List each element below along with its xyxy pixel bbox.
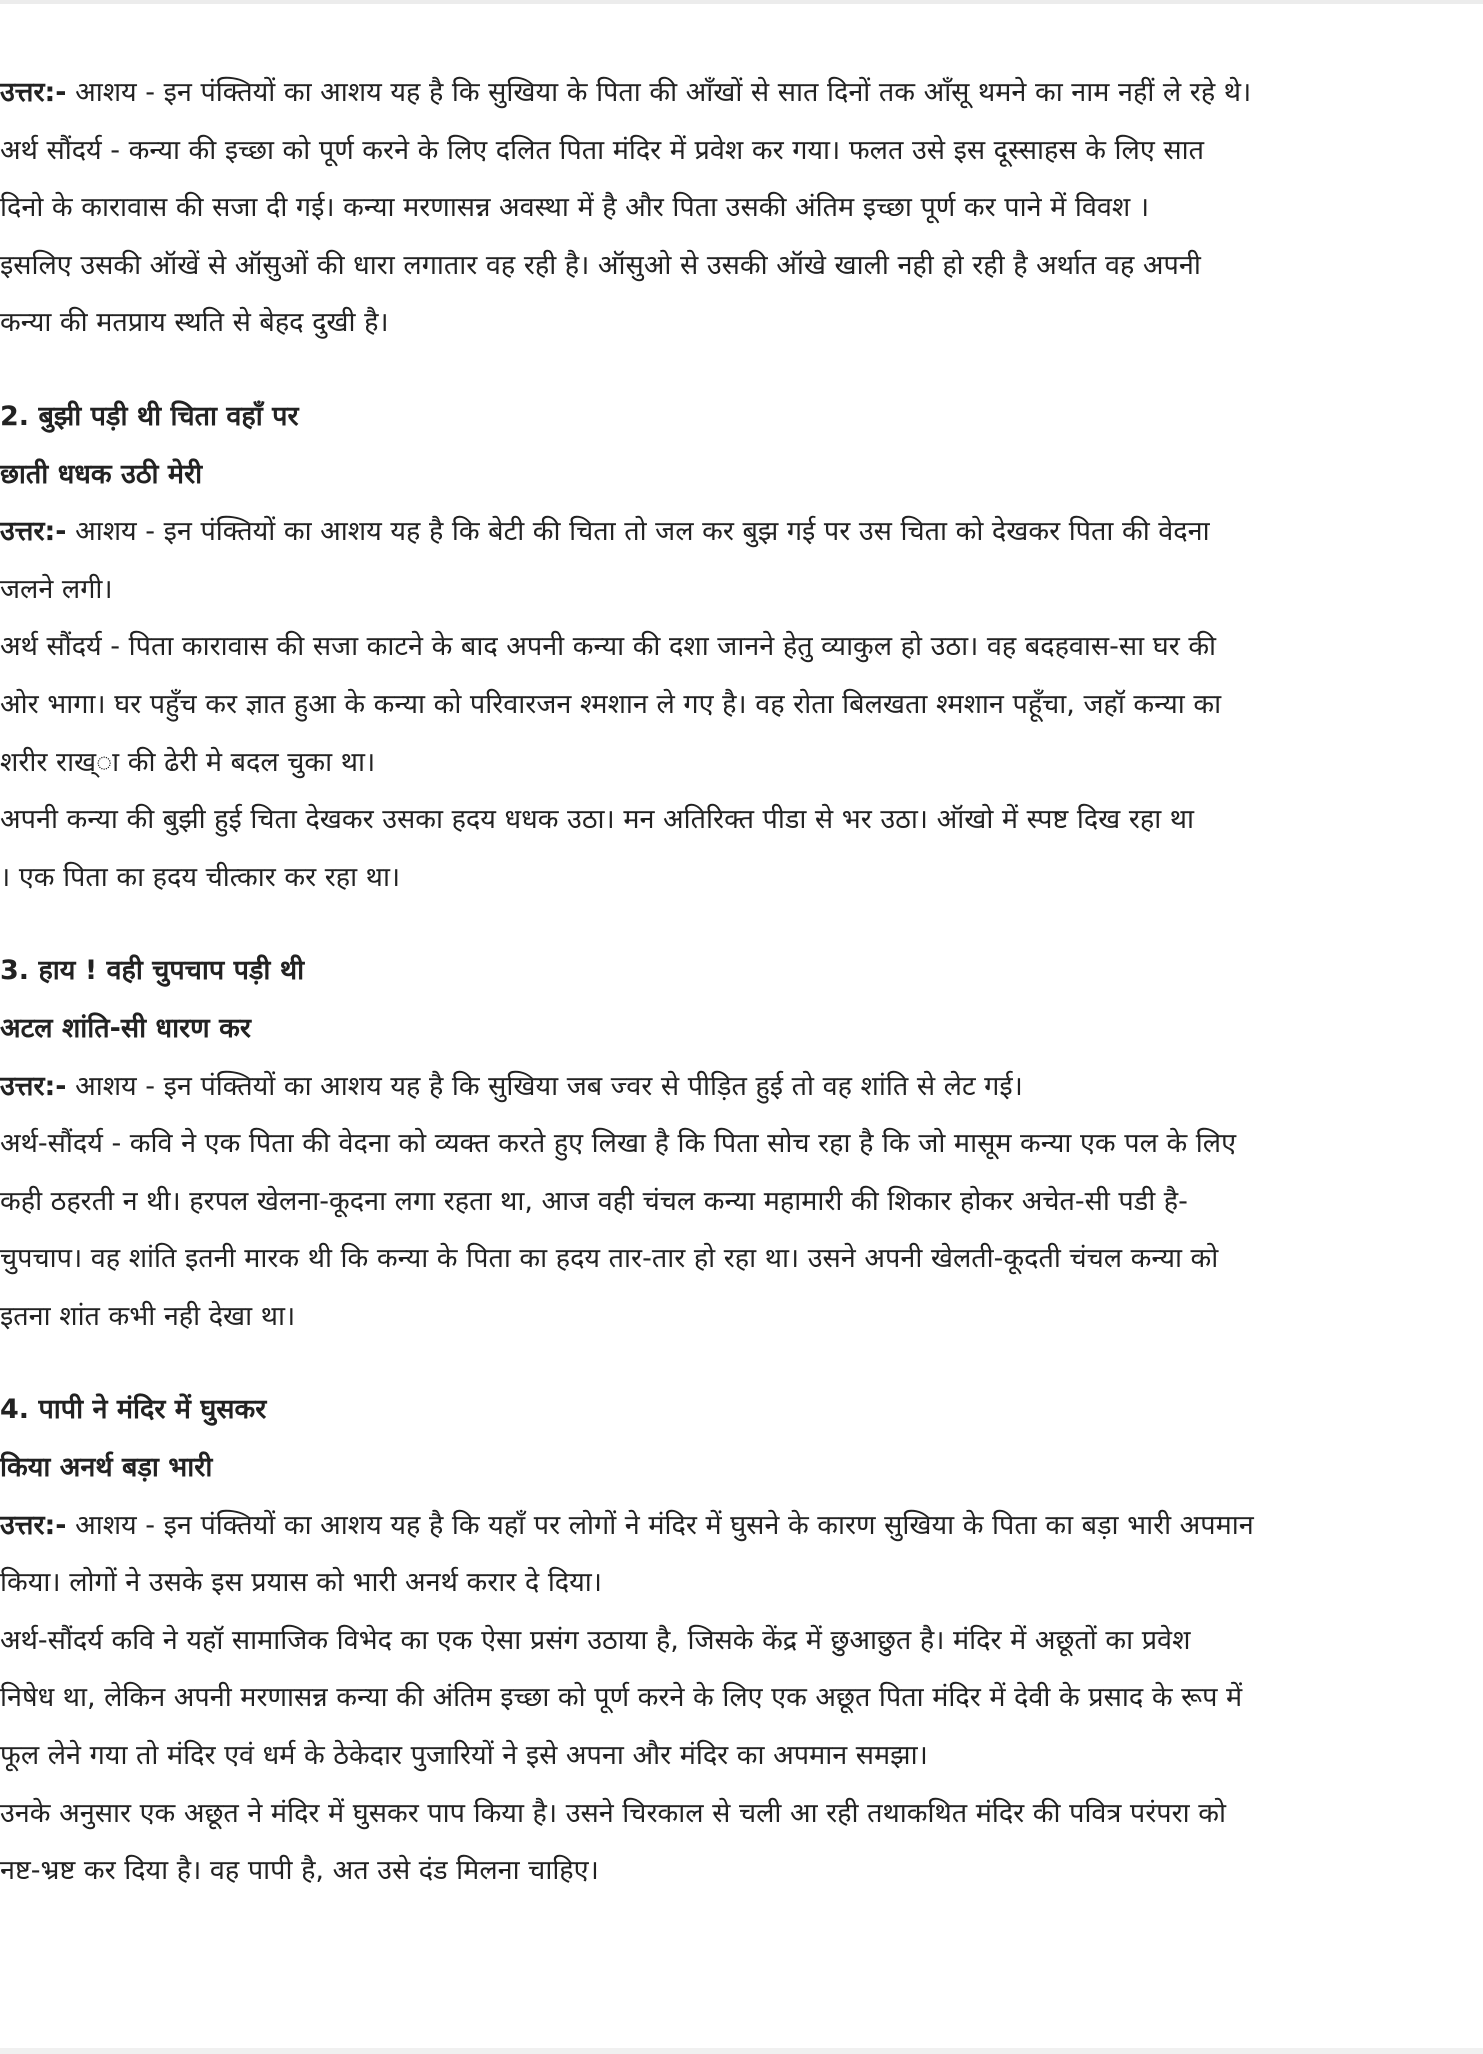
text-line [0,1058,1483,1116]
text-line [0,503,1483,561]
text-line [0,618,1483,676]
text-line [0,1497,1483,1555]
text-line [0,561,1483,619]
line-text: अपनी कन्या की बुझी हुई चिता देखकर उसका हदय धधक उठा। मन अतिरिक्त पीडा से भर उठा। ऑखो में स्पष्ट दिख रहा था [0,804,1195,836]
section-1 [0,388,1483,906]
line-text: नष्ट-भ्रष्ट कर दिया है। वह पापी है, अत उसे दंड मिलना चाहिए। [0,1855,599,1887]
text-line [0,1785,1483,1843]
bottom-divider [0,2048,1483,2054]
answer-label: उत्तर:- [0,1509,67,1541]
text-line [0,1727,1483,1785]
text-line [0,64,1483,122]
answer-label: उत्तर:- [0,77,67,108]
answer-paragraph [0,1058,1483,1116]
text-line [0,849,1483,907]
line-text: चुपचाप। वह शांति इतनी मारक थी कि कन्या के पिता का हदय तार-तार हो रहा था। उसने अपनी खेलती-कूदती चंचल कन्या को [0,1243,1219,1275]
line-text: आशय - इन पंक्तियों का आशय यह है कि बेटी की चिता तो जल कर बुझ गई पर उस चिता को देखकर पिता की वेदना [75,516,1210,548]
line-text: अर्थ सौंदर्य - कन्या की इच्छा को पूर्ण करने के लिए दलित पिता मंदिर में प्रवेश कर गया। फलत उसे इस दूस्साहस के लिए सात [0,134,1204,166]
answer-paragraph [0,64,1483,122]
line-text: आशय - इन पंक्तियों का आशय यह है कि यहाँ पर लोगों ने मंदिर में घुसने के कारण सुखिया के पिता का बड़ा भारी अपमान [75,1509,1254,1541]
top-divider [0,0,1483,4]
explanation-paragraph [0,1612,1483,1900]
answer-label: उत्तर:- [0,1070,67,1102]
line-text: अर्थ-सौंदर्य कवि ने यहॉ सामाजिक विभेद का एक ऐसा प्रसंग उठाया है, जिसके केंद्र में छुआछुत है। मंदिर में अछूतों का प्रवेश [0,1624,1191,1656]
line-text: जलने लगी। [0,573,113,605]
section-heading: 4. पापी ने मंदिर में घुसकर [0,1394,267,1426]
explanation-paragraph [0,122,1483,352]
section-2 [0,942,1483,1345]
text-line [0,1288,1483,1346]
section-heading: छाती धधक उठी मेरी [0,458,203,490]
section-heading: 2. बुझी पड़ी थी चिता वहाँ पर [0,400,299,432]
section-heading: 3. हाय ! वही चुपचाप पड़ी थी [0,955,305,987]
line-text: ओर भागा। घर पहुँच कर ज्ञात हुआ के कन्या को परिवारजन श्मशान ले गए है। वह रोता बिलखता श्मशान पहूँचा, जहॉ कन्या का [0,688,1222,720]
line-text: अर्थ-सौंदर्य - कवि ने एक पिता की वेदना को व्यक्त करते हुए लिखा है कि पिता सोच रहा है कि जो मासूम कन्या एक पल के लिए [0,1128,1237,1160]
answer-paragraph [0,1497,1483,1612]
line-text: शरीर राख्ा की ढेरी मे बदल चुका था। [0,746,376,778]
text-line [0,1669,1483,1727]
line-text: इसलिए उसकी ऑखें से ऑसुओं की धारा लगातार वह रही है। ऑसुओ से उसकी ऑखे खाली नही हो रही है अर्थात वह अपनी [0,249,1201,281]
answer-label: उत्तर:- [0,516,67,548]
text-line [0,676,1483,734]
line-text: कन्या की मतप्राय स्थति से बेहद दुखी है। [0,307,389,339]
line-text: कही ठहरती न थी। हरपल खेलना-कूदना लगा रहता था, आज वही चंचल कन्या महामारी की शिकार होकर अचेत-सी पडी है- [0,1185,1188,1217]
line-text: उनके अनुसार एक अछूत ने मंदिर में घुसकर पाप किया है। उसने चिरकाल से चली आ रही तथाकथित मंदिर की पवित्र परंपरा को [0,1797,1226,1829]
text-line [0,1173,1483,1231]
text-line [0,791,1483,849]
text-line [0,1554,1483,1612]
section-heading: किया अनर्थ बड़ा भारी [0,1452,213,1484]
line-text: दिनो के कारावास की सजा दी गई। कन्या मरणासन्न अवस्था में है और पिता उसकी अंतिम इच्छा पूर्ण कर पाने में विवश । [0,192,1150,224]
text-line [0,734,1483,792]
line-text: निषेध था, लेकिन अपनी मरणासन्न कन्या की अंतिम इच्छा को पूर्ण करने के लिए एक अछूत पिता मंदिर में देवी के प्रसाद के रूप में [0,1682,1243,1714]
explanation-paragraph [0,618,1483,906]
line-text: आशय - इन पंक्तियों का आशय यह है कि सुखिया जब ज्वर से पीड़ित हुई तो वह शांति से लेट गई। [75,1070,1023,1102]
text-line [0,1842,1483,1900]
line-text: इतना शांत कभी नही देखा था। [0,1300,296,1332]
text-line [0,1115,1483,1173]
section-heading: अटल शांति-सी धारण कर [0,1012,251,1044]
document-body [0,64,1483,1936]
text-line [0,237,1483,295]
section-3 [0,1381,1483,1899]
line-text: अर्थ सौंदर्य - पिता कारावास की सजा काटने के बाद अपनी कन्या की दशा जानने हेतु व्याकुल हो उठा। वह बदहवास-सा घर की [0,631,1217,663]
text-line [0,1230,1483,1288]
answer-paragraph [0,503,1483,618]
line-text: आशय - इन पंक्तियों का आशय यह है कि सुखिया के पिता की आँखों से सात दिनों तक आँसू थमने का नाम नहीं ले रहे थे। [75,77,1252,108]
section-0 [0,64,1483,352]
line-text: फूल लेने गया तो मंदिर एवं धर्म के ठेकेदार पुजारियों ने इसे अपना और मंदिर का अपमान समझा। [0,1740,928,1772]
text-line [0,179,1483,237]
text-line [0,294,1483,352]
text-line [0,1612,1483,1670]
text-line [0,122,1483,180]
line-text: । एक पिता का हदय चीत्कार कर रहा था। [0,861,401,893]
line-text: किया। लोगों ने उसके इस प्रयास को भारी अनर्थ करार दे दिया। [0,1567,603,1599]
explanation-paragraph [0,1115,1483,1345]
